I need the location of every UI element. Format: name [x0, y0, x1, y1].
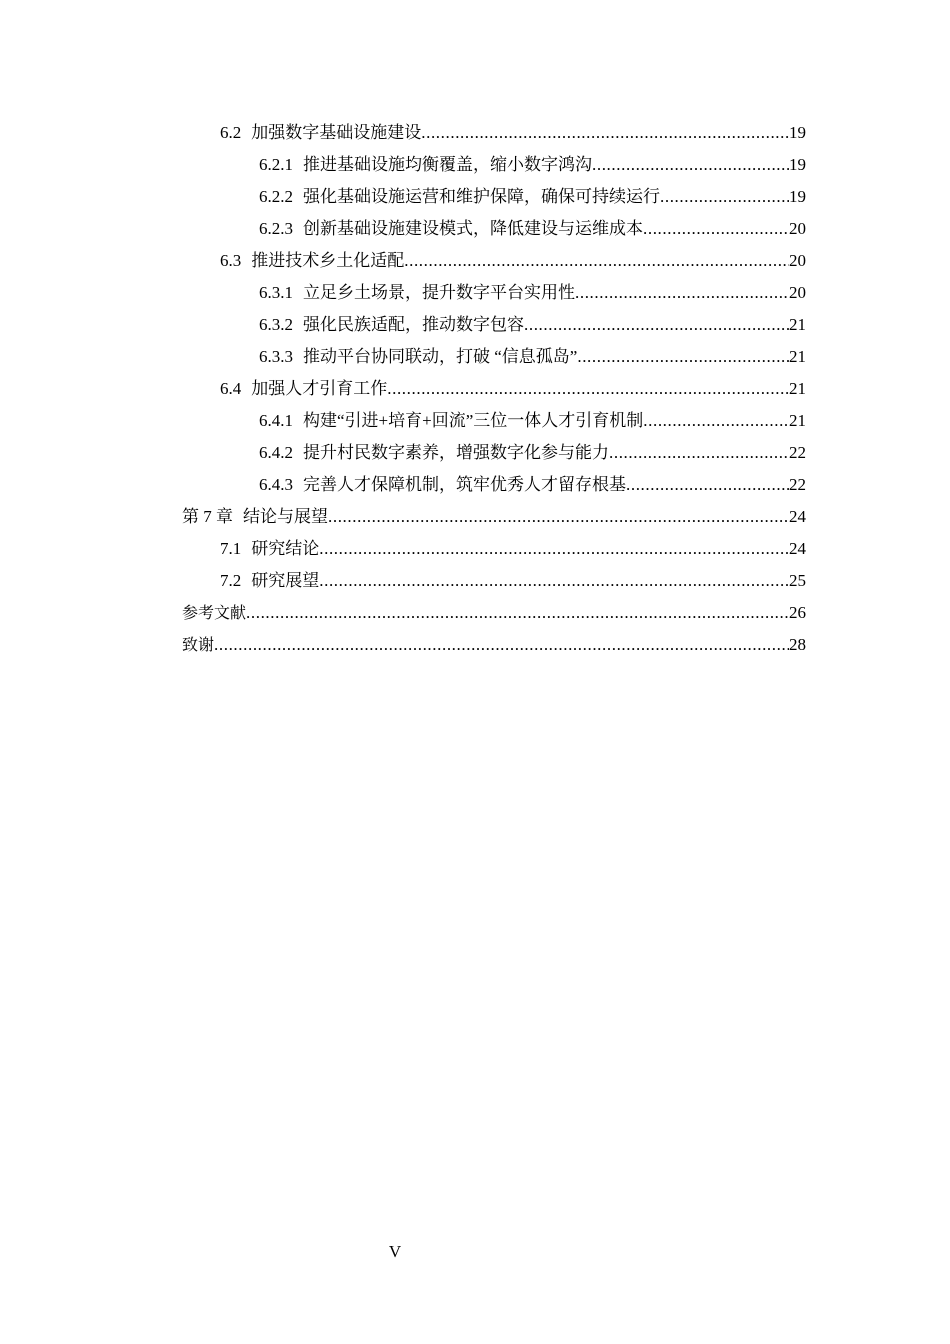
toc-entry[interactable]: [0, 245, 950, 277]
toc-entry[interactable]: [0, 181, 950, 213]
toc-entry[interactable]: [0, 597, 950, 629]
toc-entry[interactable]: [0, 341, 950, 373]
toc-dot-leader: [592, 155, 789, 175]
toc-entry[interactable]: [0, 373, 950, 405]
toc-entry-title: 加强数字基础设施建设: [251, 123, 422, 142]
toc-entry-page: 24: [789, 539, 806, 558]
toc-dot-leader: [387, 379, 789, 399]
toc-entry-number: 6.3.2: [259, 315, 293, 334]
toc-entry-page: 19: [789, 187, 806, 206]
toc-entry-title: 致谢: [182, 635, 215, 654]
toc-entry-number: 6.4.2: [259, 443, 293, 462]
toc-dot-leader: [319, 571, 789, 591]
toc-entry-number: 6.3.3: [259, 347, 293, 366]
toc-entry-page: 20: [789, 251, 806, 270]
toc-entry-page: 21: [789, 411, 806, 430]
toc-entry-number: 6.4: [220, 379, 242, 398]
toc-entry-number: 6.2: [220, 123, 242, 142]
toc-entry-title: 结论与展望: [243, 507, 328, 526]
toc-entry[interactable]: [0, 309, 950, 341]
toc-entry-page: 21: [789, 347, 806, 366]
toc-entry-page: 28: [789, 635, 806, 654]
toc-entry-title: 强化基础设施运营和维护保障，确保可持续运行: [303, 187, 660, 206]
toc-entry-title: 推进技术乡土化适配: [251, 251, 405, 270]
toc-entry[interactable]: [0, 405, 950, 437]
toc-dot-leader: [609, 443, 789, 463]
toc-entry-title: 推进基础设施均衡覆盖，缩小数字鸿沟: [303, 155, 592, 174]
toc-entry-title: 创新基础设施建设模式，降低建设与运维成本: [303, 219, 643, 238]
toc-entry-title: 完善人才保障机制，筑牢优秀人才留存根基: [303, 475, 626, 494]
toc-entry-number: 7.2: [220, 571, 242, 590]
table-of-contents: [0, 117, 950, 661]
toc-entry[interactable]: [0, 629, 950, 661]
toc-entry-title: 研究展望: [251, 571, 320, 590]
toc-dot-leader: [214, 635, 789, 655]
toc-entry[interactable]: [0, 117, 950, 149]
toc-entry-page: 21: [789, 315, 806, 334]
toc-entry[interactable]: [0, 149, 950, 181]
toc-entry-title: 推动平台协同联动，打破 “信息孤岛”: [303, 347, 578, 366]
toc-entry-number: 6.3.1: [259, 283, 293, 302]
toc-entry-number: 6.2.3: [259, 219, 293, 238]
page-number: V: [388, 1242, 402, 1261]
toc-entry-page: 19: [789, 155, 806, 174]
toc-dot-leader: [643, 411, 789, 431]
toc-entry-page: 19: [789, 123, 806, 142]
toc-entry-title: 构建“引进+培育+回流”三位一体人才引育机制: [303, 411, 644, 430]
toc-entry-page: 26: [789, 603, 806, 622]
toc-entry-number: 6.4.3: [259, 475, 293, 494]
toc-entry[interactable]: [0, 565, 950, 597]
toc-dot-leader: [319, 539, 789, 559]
toc-entry-page: 22: [789, 475, 806, 494]
toc-entry-title: 提升村民数字素养，增强数字化参与能力: [303, 443, 609, 462]
toc-entry-page: 21: [789, 379, 806, 398]
toc-dot-leader: [524, 315, 789, 335]
toc-dot-leader: [660, 187, 789, 207]
toc-dot-leader: [246, 603, 789, 623]
toc-entry-page: 22: [789, 443, 806, 462]
toc-entry-page: 24: [789, 507, 806, 526]
toc-entry[interactable]: [0, 533, 950, 565]
toc-entry-title: 参考文献: [182, 603, 247, 622]
toc-entry[interactable]: [0, 437, 950, 469]
toc-dot-leader: [575, 283, 789, 303]
toc-entry-number: 6.2.2: [259, 187, 293, 206]
toc-entry-title: 研究结论: [251, 539, 320, 558]
toc-entry-page: 25: [789, 571, 806, 590]
toc-dot-leader: [421, 123, 789, 143]
toc-entry[interactable]: [0, 213, 950, 245]
toc-dot-leader: [328, 507, 789, 527]
toc-entry-page: 20: [789, 219, 806, 238]
toc-entry-number: 6.2.1: [259, 155, 293, 174]
toc-entry-page: 20: [789, 283, 806, 302]
toc-entry-title: 立足乡土场景，提升数字平台实用性: [303, 283, 575, 302]
toc-dot-leader: [626, 475, 789, 495]
toc-entry[interactable]: [0, 469, 950, 501]
toc-dot-leader: [577, 347, 789, 367]
toc-entry-title: 强化民族适配，推动数字包容: [303, 315, 524, 334]
toc-entry-number: 6.4.1: [259, 411, 293, 430]
toc-entry-number: 第 7 章: [182, 507, 233, 526]
toc-dot-leader: [643, 219, 789, 239]
toc-dot-leader: [404, 251, 789, 271]
toc-entry[interactable]: [0, 277, 950, 309]
toc-entry[interactable]: [0, 501, 950, 533]
toc-entry-number: 6.3: [220, 251, 242, 270]
toc-entry-title: 加强人才引育工作: [251, 379, 388, 398]
toc-entry-number: 7.1: [220, 539, 242, 558]
